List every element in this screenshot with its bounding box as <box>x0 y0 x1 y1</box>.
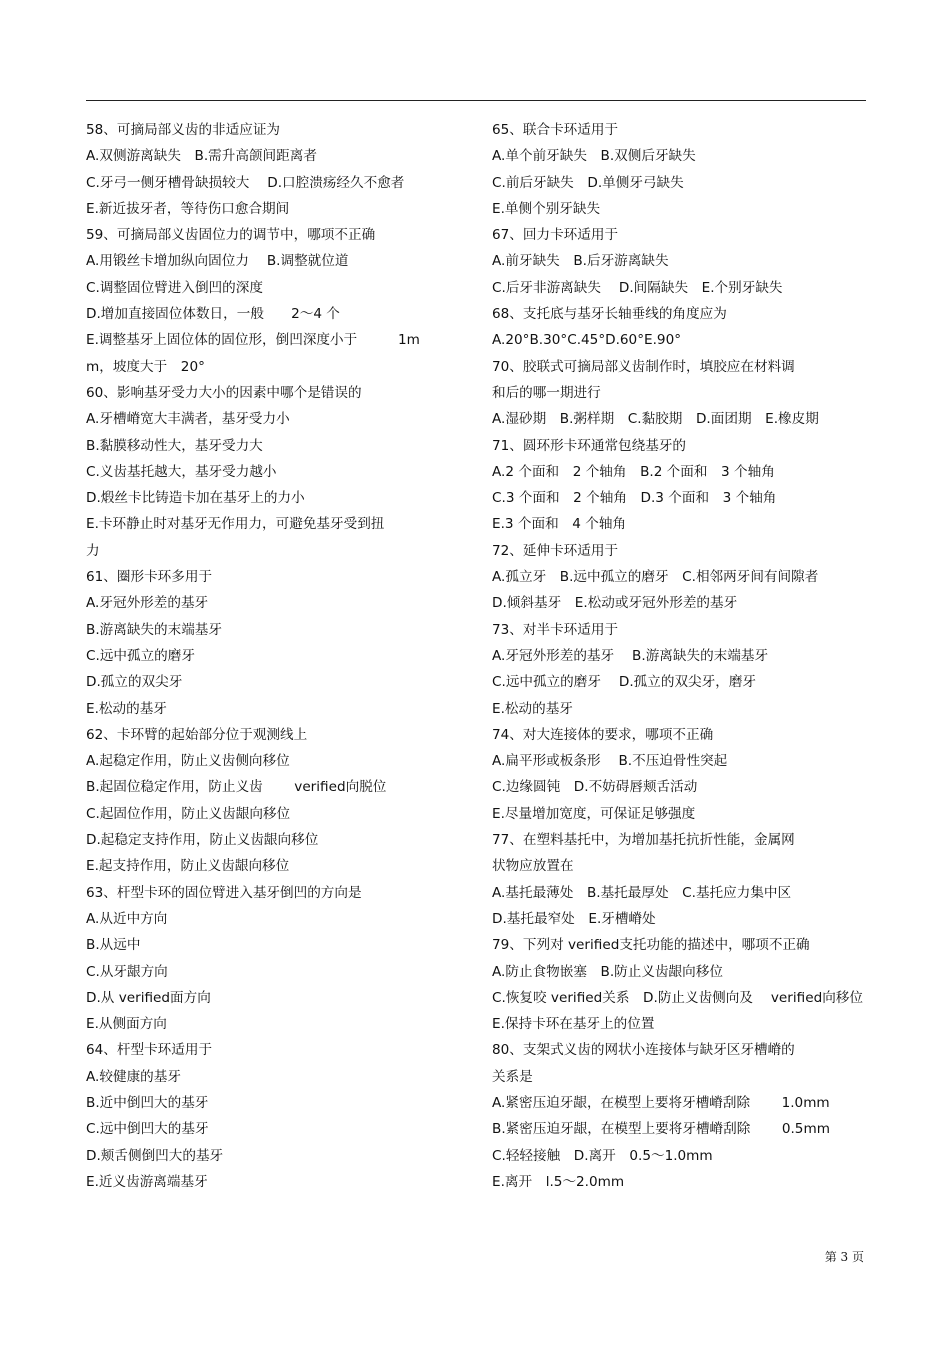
text-line: 64、杆型卡环适用于 <box>86 1042 213 1059</box>
text-line: A.牙冠外形差的基牙 <box>86 595 209 612</box>
text-line: 71、圆环形卡环通常包绕基牙的 <box>492 437 687 454</box>
text-line: C.远中倒凹大的基牙 <box>86 1121 209 1138</box>
text-line: 68、支托底与基牙长轴垂线的角度应为 <box>492 306 727 323</box>
text-line: C.后牙非游离缺失 D.间隔缺失 E.个别牙缺失 <box>492 279 783 296</box>
text-line: E.调整基牙上固位体的固位形，倒凹深度小于 1m <box>86 332 420 349</box>
text-line: E.单侧个别牙缺失 <box>492 200 601 217</box>
text-line: A.2 个面和 2 个轴角 B.2 个面和 3 个轴角 <box>492 463 775 480</box>
header-rule <box>86 100 866 101</box>
text-line: B.从远中 <box>86 937 141 954</box>
text-line: E.从侧面方向 <box>86 1016 167 1033</box>
text-line: A.防止食物嵌塞 B.防止义齿龈向移位 <box>492 963 723 980</box>
text-line: D.颊舌侧倒凹大的基牙 <box>86 1147 224 1164</box>
text-line: C.调整固位臂进入倒凹的深度 <box>86 279 263 296</box>
text-line: E.松动的基牙 <box>492 700 573 717</box>
text-line: B.起固位稳定作用，防止义齿 verified向脱位 <box>86 779 387 796</box>
text-line: A.从近中方向 <box>86 910 168 927</box>
text-line: D.基托最窄处 E.牙槽嵴处 <box>492 910 656 927</box>
text-line: E.松动的基牙 <box>86 700 167 717</box>
text-line: A.起稳定作用，防止义齿侧向移位 <box>86 753 290 770</box>
text-line: C.前后牙缺失 D.单侧牙弓缺失 <box>492 174 684 191</box>
text-line: B.游离缺失的末端基牙 <box>86 621 222 638</box>
page-number: 第 3 页 <box>824 1250 864 1264</box>
text-line: 79、下列对 verified支托功能的描述中，哪项不正确 <box>492 937 810 954</box>
text-line: C.恢复咬 verified关系 D.防止义齿侧向及 verified向移位 <box>492 989 863 1006</box>
text-line: D.增加直接固位体数日，一般 2～4 个 <box>86 306 340 323</box>
text-line: C.远中孤立的磨牙 <box>86 647 195 664</box>
text-line: E.尽量增加宽度，可保证足够强度 <box>492 805 696 822</box>
text-line: E.3 个面和 4 个轴角 <box>492 516 627 533</box>
text-line: 65、联合卡环适用于 <box>492 122 619 138</box>
text-line: B.紧密压迫牙龈，在模型上要将牙槽嵴刮除 0.5mm <box>492 1121 830 1138</box>
text-line: 63、杆型卡环的固位臂进入基牙倒凹的方向是 <box>86 884 362 901</box>
text-line: A.单个前牙缺失 B.双侧后牙缺失 <box>492 148 696 165</box>
right-column <box>492 117 864 1195</box>
text-line: E.卡环静止时对基牙无作用力，可避免基牙受到扭 <box>86 516 385 533</box>
text-line: E.保持卡环在基牙上的位置 <box>492 1016 655 1033</box>
text-line: B.近中倒凹大的基牙 <box>86 1094 209 1111</box>
text-line: A.用锻丝卡增加纵向固位力 B.调整就位道 <box>86 253 349 270</box>
text-line: 74、对大连接体的要求，哪项不正确 <box>492 726 714 743</box>
text-line: 关系是 <box>492 1068 533 1085</box>
left-column <box>86 117 458 1195</box>
text-line: E.近义齿游离端基牙 <box>86 1173 208 1190</box>
text-line: 62、卡环臂的起始部分位于观测线上 <box>86 726 308 743</box>
text-line: B.黏膜移动性大，基牙受力大 <box>86 437 263 454</box>
text-line: C.3 个面和 2 个轴角 D.3 个面和 3 个轴角 <box>492 490 777 507</box>
text-line: C.边缘圆钝 D.不妨碍唇颊舌活动 <box>492 779 698 796</box>
text-line: 72、延伸卡环适用于 <box>492 542 619 559</box>
text-line: 77、在塑料基托中，为增加基托抗折性能，金属网 <box>492 832 795 849</box>
text-line: 70、胶联式可摘局部义齿制作时，填胶应在材料调 <box>492 358 795 375</box>
text-line: 67、回力卡环适用于 <box>492 227 619 244</box>
text-line: D.起稳定支持作用，防止义齿龈向移位 <box>86 832 319 849</box>
text-line: C.轻轻接触 D.离开 0.5～1.0mm <box>492 1147 713 1164</box>
text-line: D.从 verified面方向 <box>86 989 211 1006</box>
text-line: 59、可摘局部义齿固位力的调节中，哪项不正确 <box>86 227 376 244</box>
text-line: D.倾斜基牙 E.松动或牙冠外形差的基牙 <box>492 595 738 612</box>
text-line: C.从牙龈方向 <box>86 963 168 980</box>
text-line: E.离开 l.5～2.0mm <box>492 1173 625 1190</box>
text-line: A.紧密压迫牙龈，在模型上要将牙槽嵴刮除 1.0mm <box>492 1094 830 1111</box>
text-line: 58、可摘局部义齿的非适应证为 <box>86 122 281 138</box>
text-line: 60、影响基牙受力大小的因素中哪个是错误的 <box>86 384 362 401</box>
text-line: 73、对半卡环适用于 <box>492 621 619 638</box>
text-line: A.双侧游离缺失 B.需升高颌间距离者 <box>86 148 317 165</box>
text-line: D.煅丝卡比铸造卡加在基牙上的力小 <box>86 490 305 507</box>
text-line: A.牙槽嵴宽大丰满者，基牙受力小 <box>86 411 290 428</box>
text-line: E.新近拔牙者，等待伤口愈合期间 <box>86 200 290 217</box>
text-line: 和后的哪一期进行 <box>492 384 601 401</box>
text-line: m，坡度大于 20° <box>86 358 205 375</box>
text-line: A.孤立牙 B.远中孤立的磨牙 C.相邻两牙间有间隙者 <box>492 569 819 586</box>
text-line: C.远中孤立的磨牙 D.孤立的双尖牙，磨牙 <box>492 674 757 691</box>
text-line: C.起固位作用，防止义齿龈向移位 <box>86 805 291 822</box>
text-line: A.基托最薄处 B.基托最厚处 C.基托应力集中区 <box>492 884 792 901</box>
text-line: 80、支架式义齿的网状小连接体与缺牙区牙槽嵴的 <box>492 1042 795 1059</box>
text-line: A.20°B.30°C.45°D.60°E.90° <box>492 332 682 349</box>
text-line: 力 <box>86 542 100 559</box>
text-line: A.扁平形或板条形 B.不压迫骨性突起 <box>492 753 728 770</box>
text-line: C.义齿基托越大，基牙受力越小 <box>86 463 277 480</box>
text-line: A.较健康的基牙 <box>86 1068 181 1085</box>
text-line: 状物应放置在 <box>492 858 574 875</box>
text-line: E.起支持作用，防止义齿龈向移位 <box>86 858 290 875</box>
text-line: A.湿砂期 B.粥样期 C.黏胶期 D.面团期 E.橡皮期 <box>492 411 819 428</box>
text-line: C.牙弓一侧牙槽骨缺损较大 D.口腔溃疡经久不愈者 <box>86 174 405 191</box>
text-line: A.前牙缺失 B.后牙游离缺失 <box>492 253 669 270</box>
text-line: D.孤立的双尖牙 <box>86 674 183 691</box>
text-line: 61、圈形卡环多用于 <box>86 569 213 586</box>
text-line: A.牙冠外形差的基牙 B.游离缺失的末端基牙 <box>492 647 769 664</box>
